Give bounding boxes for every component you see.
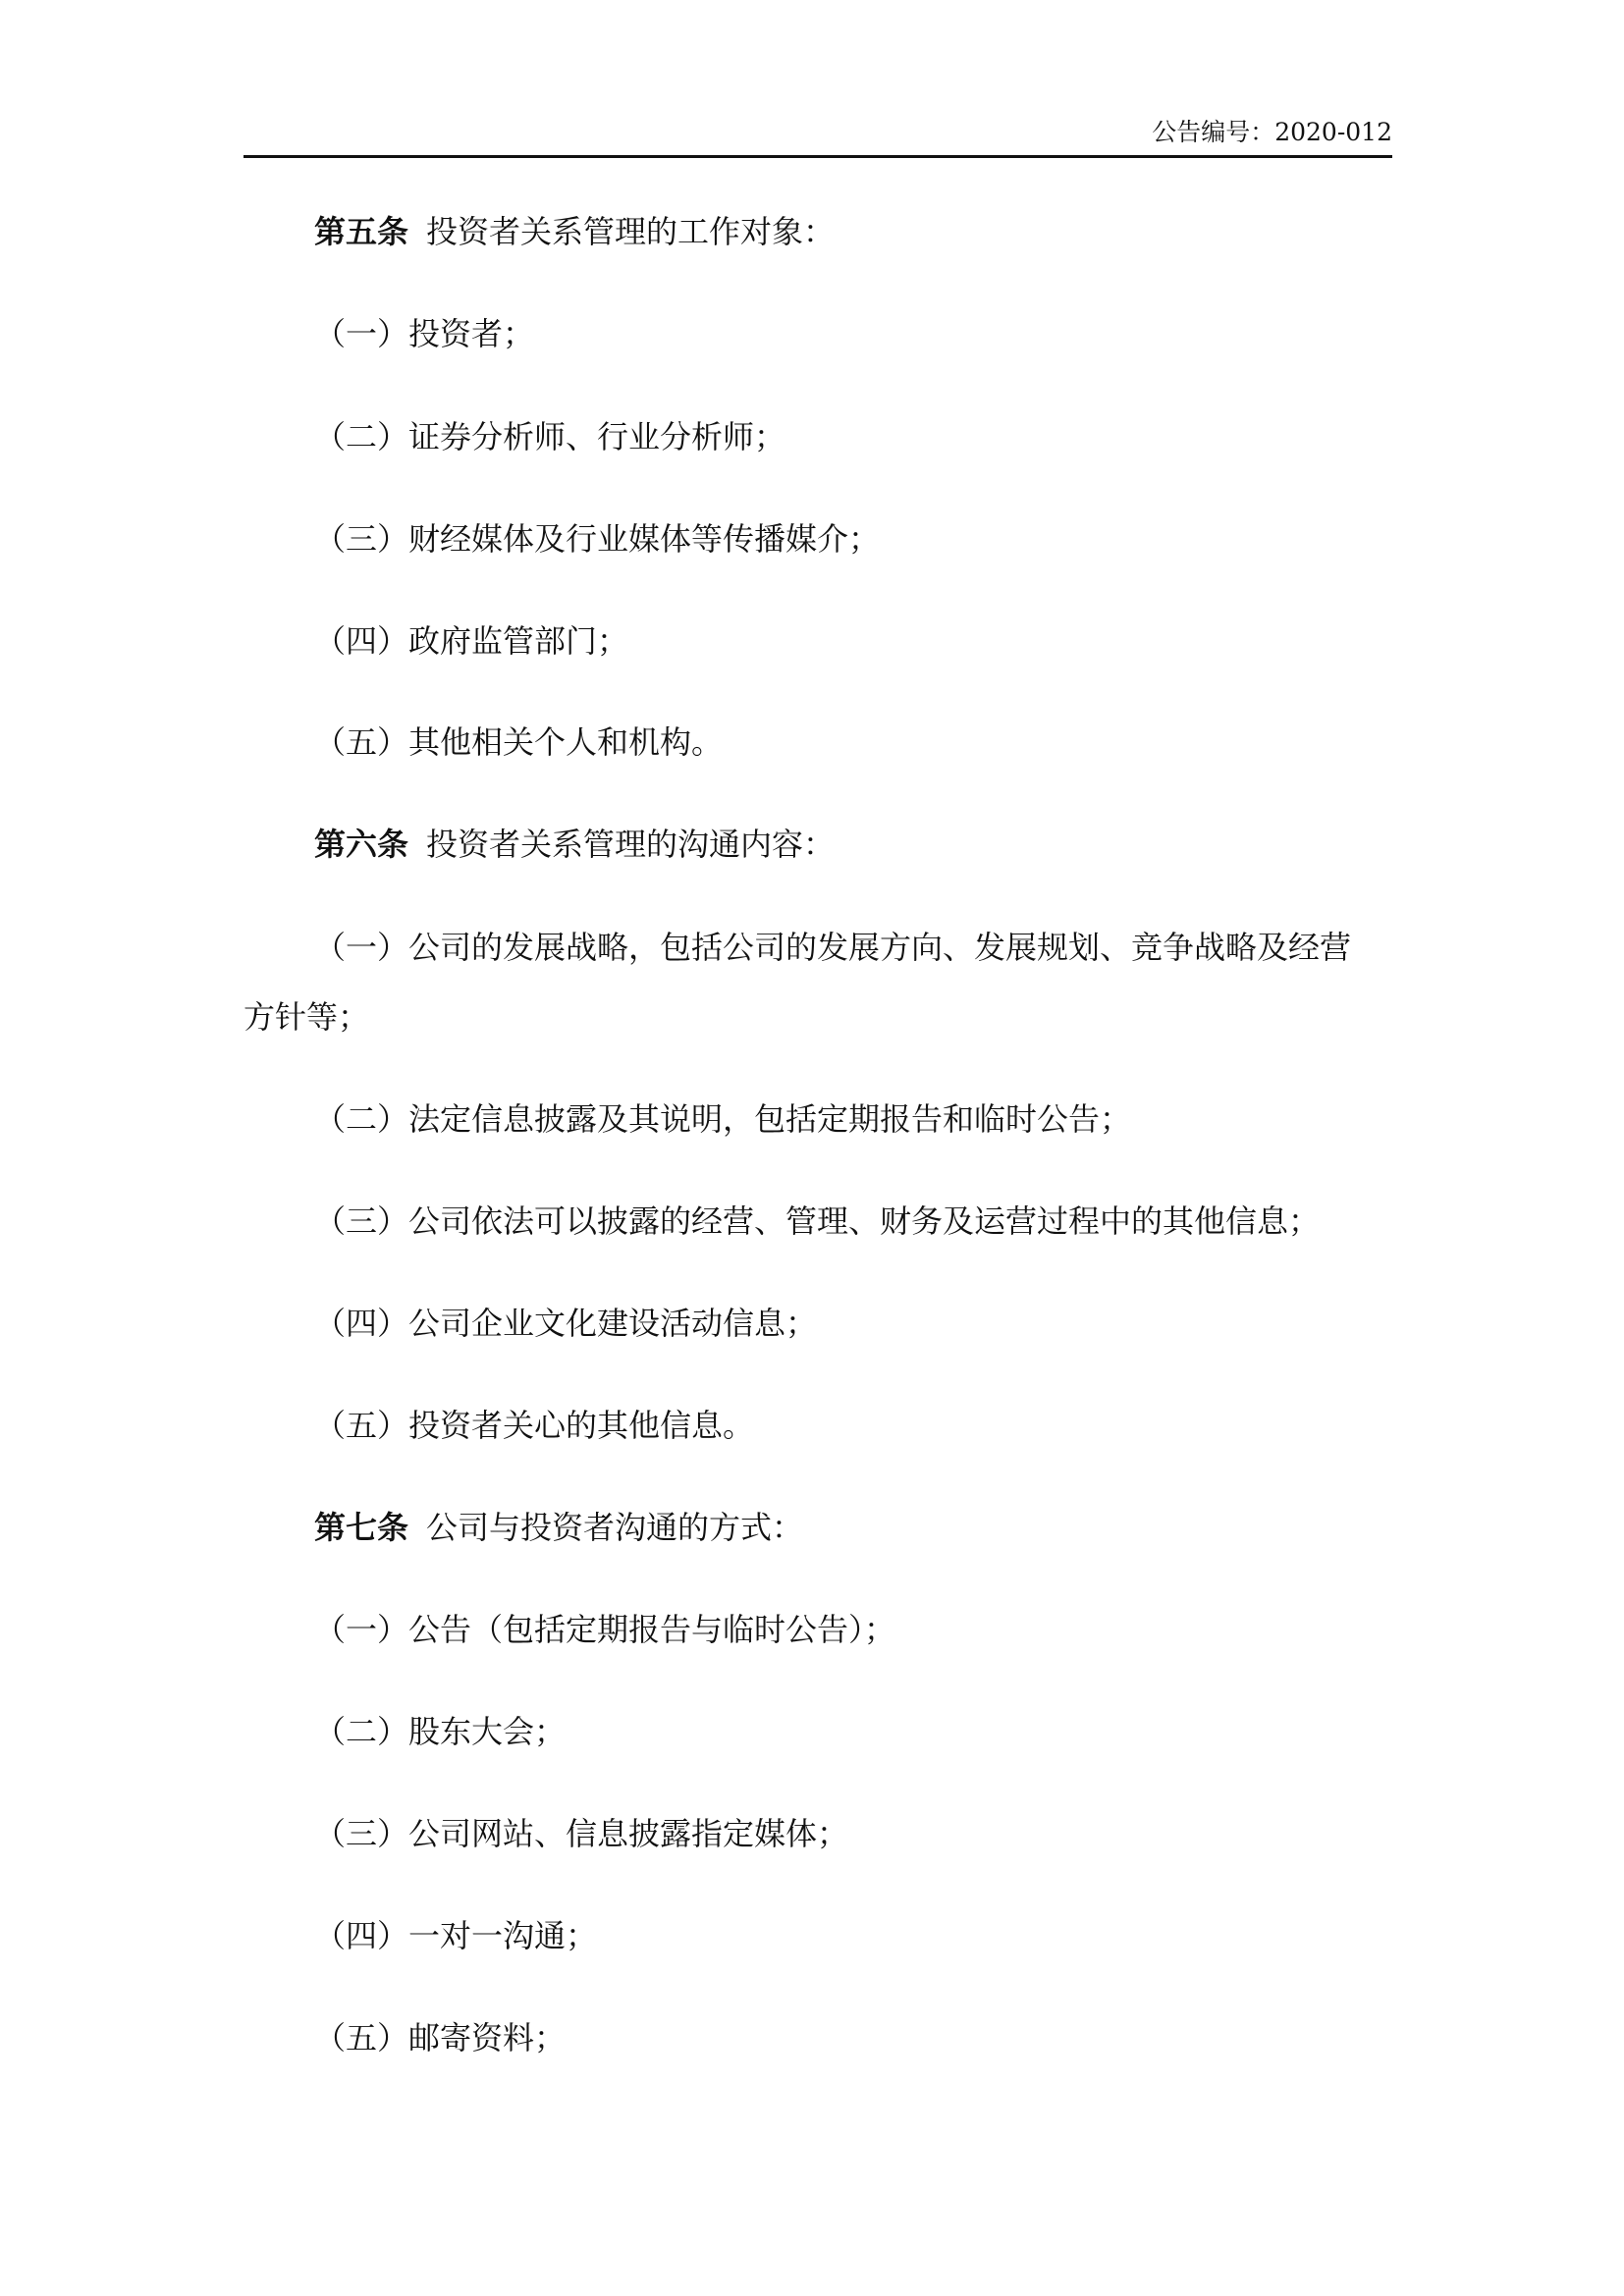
article-5-label: 第五条 — [314, 213, 409, 250]
article-7-item-2: （二）股东大会； — [314, 1713, 567, 1750]
article-6-item-2: （二）法定信息披露及其说明，包括定期报告和临时公告； — [314, 1100, 1132, 1138]
article-7-label: 第七条 — [314, 1509, 409, 1546]
article-6-item-5: （五）投资者关心的其他信息。 — [314, 1407, 755, 1444]
article-7-item-5: （五）邮寄资料； — [314, 2019, 567, 2056]
article-6-item-1: （一）公司的发展战略，包括公司的发展方向、发展规划、竞争战略及经营 — [314, 929, 1352, 966]
article-5-item-4: （四）政府监管部门； — [314, 622, 629, 660]
article-7-item-4: （四）一对一沟通； — [314, 1917, 598, 1954]
article-6-text: 投资者关系管理的沟通内容： — [426, 826, 836, 863]
article-7-text: 公司与投资者沟通的方式： — [426, 1509, 804, 1546]
article-6-item-4: （四）公司企业文化建设活动信息； — [314, 1305, 818, 1342]
article-5-text: 投资者关系管理的工作对象： — [426, 213, 836, 250]
article-6-item-3: （三）公司依法可以披露的经营、管理、财务及运营过程中的其他信息； — [314, 1202, 1321, 1240]
article-5-item-1: （一）投资者； — [314, 315, 535, 352]
article-6-heading — [314, 823, 835, 866]
article-5-item-5: （五）其他相关个人和机构。 — [314, 723, 724, 761]
article-7-item-1: （一）公告（包括定期报告与临时公告）； — [314, 1611, 896, 1648]
article-7-item-3: （三）公司网站、信息披露指定媒体； — [314, 1815, 849, 1852]
page-header — [244, 116, 1392, 158]
article-5-heading — [314, 210, 835, 253]
article-6-item-1-continued: 方针等； — [244, 998, 370, 1036]
article-6-label: 第六条 — [314, 826, 409, 863]
article-5-item-3: （三）财经媒体及行业媒体等传播媒介； — [314, 520, 881, 558]
article-7-heading — [314, 1506, 803, 1549]
notice-number: 公告编号：2020-012 — [1152, 118, 1392, 146]
article-5-item-2: （二）证券分析师、行业分析师； — [314, 418, 786, 455]
